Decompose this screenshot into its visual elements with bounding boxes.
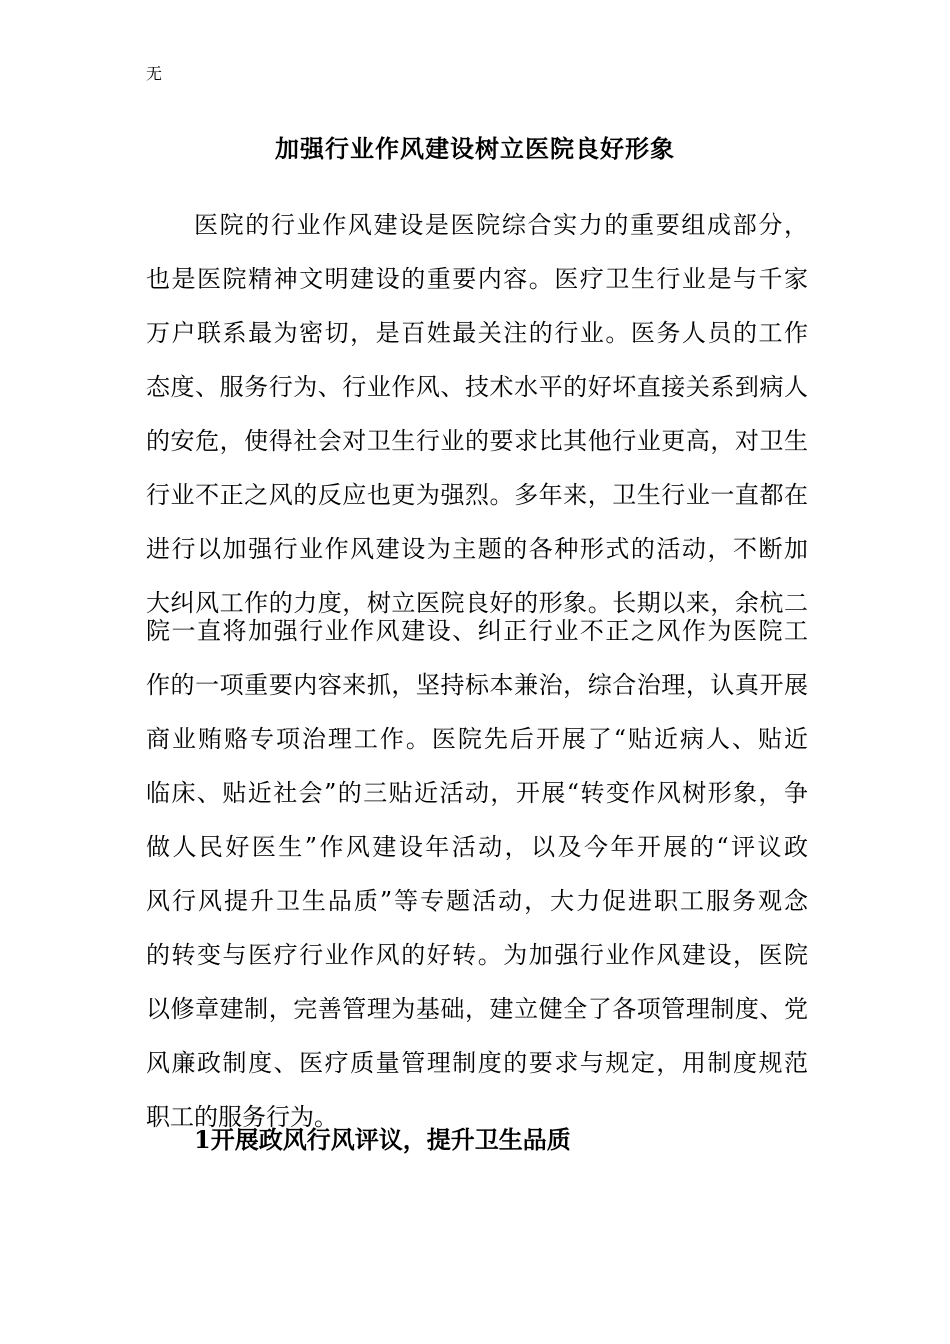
paragraph-line: 的转变与医疗行业作风的好转。为加强行业作风建设，医院 [146, 941, 808, 969]
paragraph-line: 风行风提升卫生品质”等专题活动，大力促进职工服务观念 [146, 887, 808, 915]
paragraph-line: 大纠风工作的力度，树立医院良好的形象。长期以来，余杭二 [146, 589, 808, 617]
paragraph-line: 万户联系最为密切，是百姓最关注的行业。医务人员的工作 [146, 319, 808, 347]
paragraph-line: 风廉政制度、医疗质量管理制度的要求与规定，用制度规范 [146, 1049, 808, 1077]
document-title: 加强行业作风建设树立医院良好形象 [275, 134, 675, 163]
paragraph-line: 也是医院精神文明建设的重要内容。医疗卫生行业是与千家 [146, 265, 808, 293]
paragraph-line: 进行以加强行业作风建设为主题的各种形式的活动，不断加 [146, 535, 808, 563]
paragraph-line: 的安危，使得社会对卫生行业的要求比其他行业更高，对卫生 [146, 427, 808, 455]
paragraph-line: 作的一项重要内容来抓，坚持标本兼治，综合治理，认真开展 [146, 671, 808, 699]
paragraph-line: 职工的服务行为。 [146, 1103, 338, 1131]
paragraph-line: 临床、贴近社会”的三贴近活动，开展“转变作风树形象，争 [146, 779, 808, 807]
paragraph-line: 做人民好医生”作风建设年活动，以及今年开展的“评议政 [146, 833, 808, 861]
paragraph-1 [146, 198, 808, 630]
paragraph-line: 商业贿赂专项治理工作。医院先后开展了“贴近病人、贴近 [146, 725, 808, 753]
paragraph-line: 院一直将加强行业作风建设、纠正行业不正之风作为医院工 [146, 617, 808, 645]
paragraph-line: 行业不正之风的反应也更为强烈。多年来，卫生行业一直都在 [146, 481, 808, 509]
paragraph-line: 以修章建制，完善管理为基础，建立健全了各项管理制度、党 [146, 995, 808, 1023]
paragraph-line: 医院的行业作风建设是医院综合实力的重要组成部分， [194, 211, 808, 239]
header-label: 无 [146, 64, 163, 83]
section-heading: 1开展政风行风评议，提升卫生品质 [194, 1125, 571, 1154]
paragraph-2 [146, 604, 808, 1144]
paragraph-line: 态度、服务行为、行业作风、技术水平的好坏直接关系到病人 [146, 373, 808, 401]
